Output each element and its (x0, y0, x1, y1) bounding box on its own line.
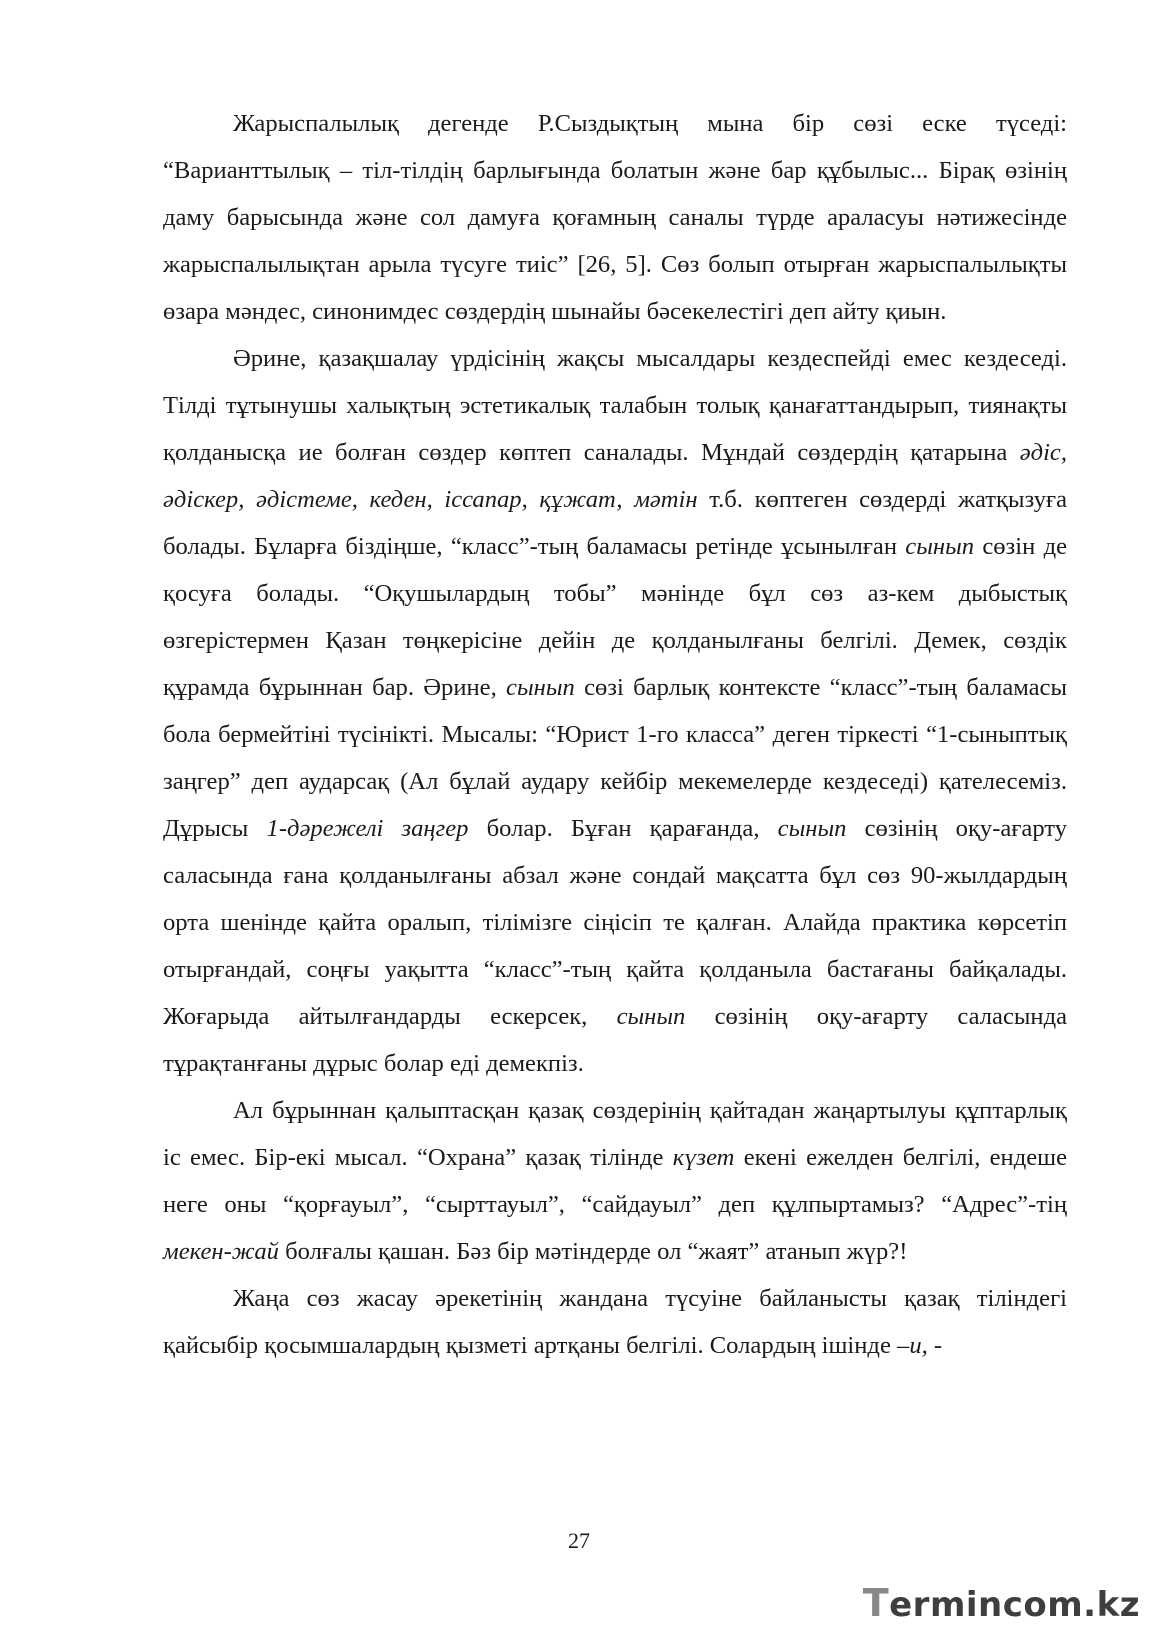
text-run: Жаңа сөз жасау әрекетінің жандана түсуіне байланысты қазақ тіліндегі қайсыбір қосымшалардың қызметі артқаны белгілі. Солардың ішінде (163, 1285, 1067, 1359)
italic-term: сынып (506, 674, 575, 701)
paragraph (163, 335, 1067, 1087)
italic-term: сынып (777, 815, 847, 842)
text-run: сөзін де қосуға болады. “Оқушылардың тобы” мәнінде бұл сөз аз-кем дыбыстық өзгерістермен Қазан төңкерісіне дейін де қолданылғаны белгілі. Демек, сөздік құрамда бұрыннан бар. Әрине, (163, 533, 1067, 701)
paragraph (163, 100, 1067, 335)
watermark-text: ermincom.kz (889, 1585, 1140, 1625)
italic-term: 1-дәрежелі заңгер (266, 815, 469, 842)
text-run: болар. Бұған қарағанда, (468, 815, 778, 842)
text-run: екені ежелден белгілі, ендеше неге оны “қорғауыл”, “сырттауыл”, “сайдауыл” деп құлпыртамыз? “Адрес”-тің (163, 1144, 1067, 1218)
text-run: сөзінің оқу-ағарту саласында ғана қолданылғаны абзал және сондай мақсатта бұл сөз 90-жылдардың орта шенінде қайта оралып, тілімізге сіңісіп те қалған. Алайда практика көрсетіп отырғандай, соңғы уақытта “класс”-тың қайта қолданыла бастағаны байқалады. Жоғарыда айтылғандарды ескерсек, (163, 815, 1068, 1030)
text-run: Ал бұрыннан қалыптасқан қазақ сөздерінің қайтадан жаңартылуы құптарлық іс емес. Бір-екі мысал. “Охрана” қазақ тілінде (163, 1097, 1067, 1171)
watermark-first-letter: T (862, 1581, 890, 1625)
text-run: Жарыспалылық дегенде Р.Сыздықтың мына бір сөзі еске түседі: “Варианттылық – тіл-тілдің барлығында болатын және бар құбылыс... Бірақ өзінің даму барысында және сол дамуға қоғамның саналы түрде араласуы нәтижесінде жарыспалылықтан арыла түсуге тиіс” [26, 5]. Сөз болып отырған жарыспалылықты өзара мәндес, синонимдес сөздердің шынайы бәсекелестігі деп айту қиын. (163, 110, 1067, 325)
italic-term: –и, - (897, 1332, 943, 1359)
italic-term: күзет (672, 1144, 735, 1171)
paragraph (163, 1275, 1067, 1369)
italic-term: әдіс, әдіскер, әдістеме, кеден, іссапар, құжат, мәтін (163, 439, 1067, 513)
text-run: сөзінің оқу-ағарту саласында тұрақтанғаны дұрыс болар еді демекпіз. (163, 1003, 1067, 1077)
body-text (163, 100, 1067, 1369)
italic-term: мекен-жай (163, 1238, 279, 1265)
text-run: т.б. көптеген сөздерді жатқызуға болады. Бұларға біздіңше, “класс”-тың баламасы ретінде ұсынылған (163, 486, 1067, 560)
italic-term: сынып (616, 1003, 686, 1030)
italic-term: сынып (905, 533, 975, 560)
paragraph (163, 1087, 1067, 1275)
text-run: Әрине, қазақшалау үрдісінің жақсы мысалдары кездеспейді емес кездеседі. Тілді тұтынушы халықтың эстетикалық талабын толық қанағаттандырып, тиянақты қолданысқа ие болған сөздер көптеп саналады. Мұндай сөздердің қатарына (163, 345, 1067, 466)
page-number: 27 (568, 1528, 590, 1553)
watermark-logo (863, 1581, 1140, 1625)
text-run: болғалы қашан. Бәз бір мәтіндерде ол “жаят” атанып жүр?! (278, 1238, 908, 1265)
text-run: сөзі барлық контексте “класс”-тың баламасы бола бермейтіні түсінікті. Мысалы: “Юрист 1-го класса” деген тіркесті “1-сыныптық заңгер” деп аударсақ (Ал бұлай аудару кейбір мекемелерде кездеседі) қателесеміз. Дұрысы (163, 674, 1067, 842)
